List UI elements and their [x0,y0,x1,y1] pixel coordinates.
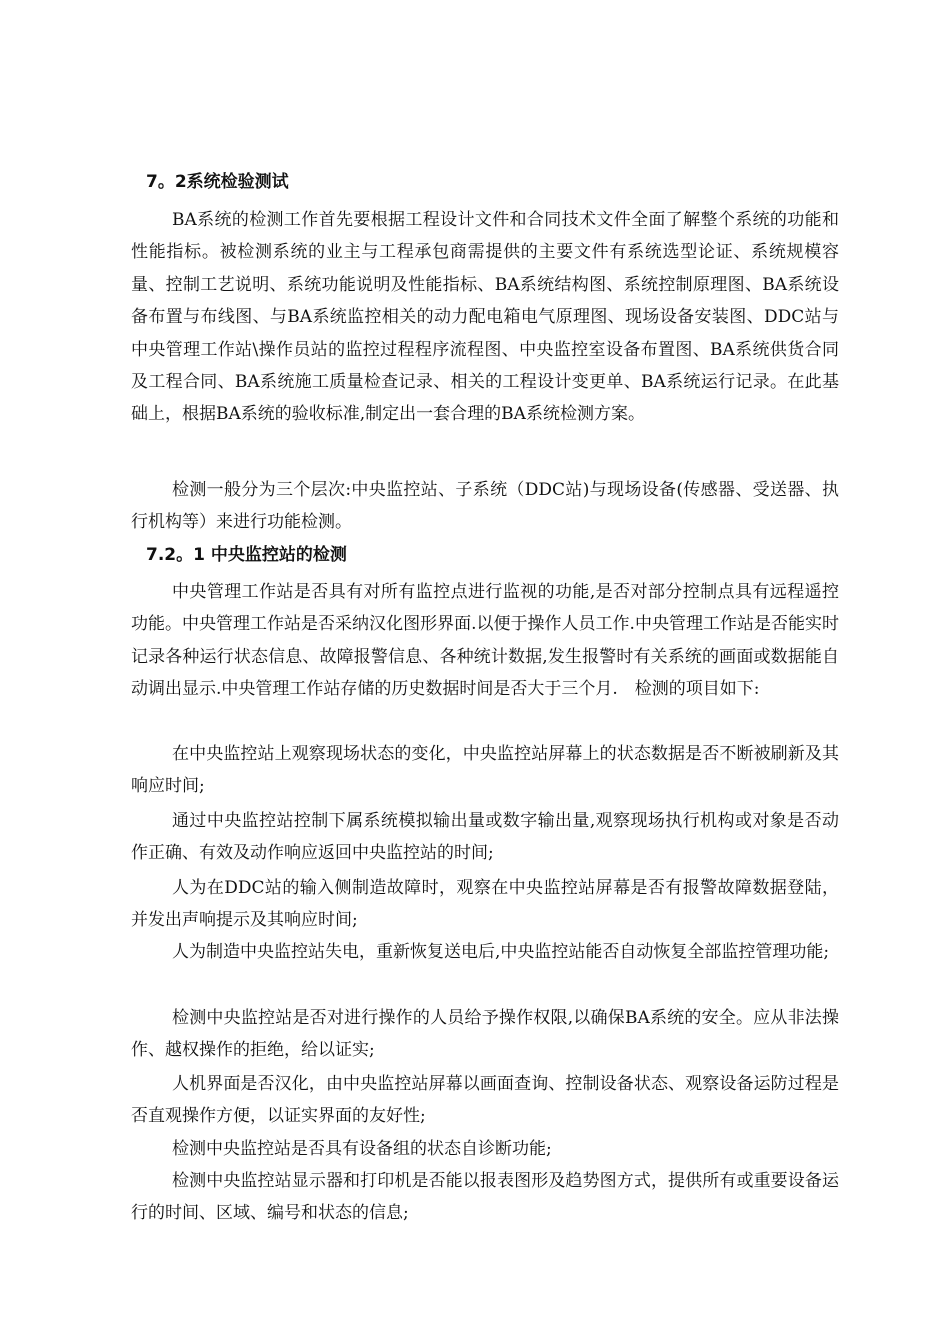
section-heading: 7。2系统检验测试 [146,172,289,192]
check-item-paragraph: 检测中央监控站是否对进行操作的人员给予操作权限,以确保BA系统的安全。应从非法操作、越权操作的拒绝，给以证实; [131,1008,839,1061]
check-item-paragraph: 人为制造中央监控站失电，重新恢复送电后,中央监控站能否自动恢复全部监控管理功能; [172,942,830,962]
check-item-paragraph: 在中央监控站上观察现场状态的变化，中央监控站屏幕上的状态数据是否不断被刷新及其响应时间; [131,744,839,797]
check-item-paragraph: 人机界面是否汉化，由中央监控站屏幕以画面查询、控制设备状态、观察设备运防过程是否直观操作方便，以证实界面的友好性; [131,1074,839,1127]
levels-paragraph: 检测一般分为三个层次:中央监控站、子系统（DDC站)与现场设备(传感器、受送器、执行机构等）来进行功能检测。 [131,480,839,533]
subsection-heading: 7.2。1 中央监控站的检测 [146,545,347,565]
check-item-paragraph: 检测中央监控站显示器和打印机是否能以报表图形及趋势图方式，提供所有或重要设备运行的时间、区域、编号和状态的信息; [131,1171,839,1224]
body-paragraph: 中央管理工作站是否具有对所有监控点进行监视的功能,是否对部分控制点具有远程遥控功能。中央管理工作站是否采纳汉化图形界面.以便于操作人员工作.中央管理工作站是否能实时记录各种运行状态信息、故障报警信息、各种统计数据,发生报警时有关系统的画面或数据能自动调出显示.中央管理工作站存储的历史数据时间是否大于三个月. 检测的项目如下: [131,582,839,700]
check-item-paragraph: 检测中央监控站是否具有设备组的状态自诊断功能; [172,1139,552,1159]
check-item-paragraph: 人为在DDC站的输入侧制造故障时，观察在中央监控站屏幕是否有报警故障数据登陆，并发出声响提示及其响应时间; [131,878,839,931]
intro-paragraph: BA系统的检测工作首先要根据工程设计文件和合同技术文件全面了解整个系统的功能和性能指标。被检测系统的业主与工程承包商需提供的主要文件有系统选型论证、系统规模容量、控制工艺说明、系统功能说明及性能指标、BA系统结构图、系统控制原理图、BA系统设备布置与布线图、与BA系统监控相关的动力配电箱电气原理图、现场设备安装图、DDC站与中央管理工作站\操作员站的监控过程程序流程图、中央监控室设备布置图、BA系统供货合同及工程合同、BA系统施工质量检查记录、相关的工程设计变更单、BA系统运行记录。在此基础上，根据BA系统的验收标准,制定出一套合理的BA系统检测方案。 [131,210,839,425]
check-item-paragraph: 通过中央监控站控制下属系统模拟输出量或数字输出量,观察现场执行机构或对象是否动作正确、有效及动作响应返回中央监控站的时间; [131,811,839,864]
